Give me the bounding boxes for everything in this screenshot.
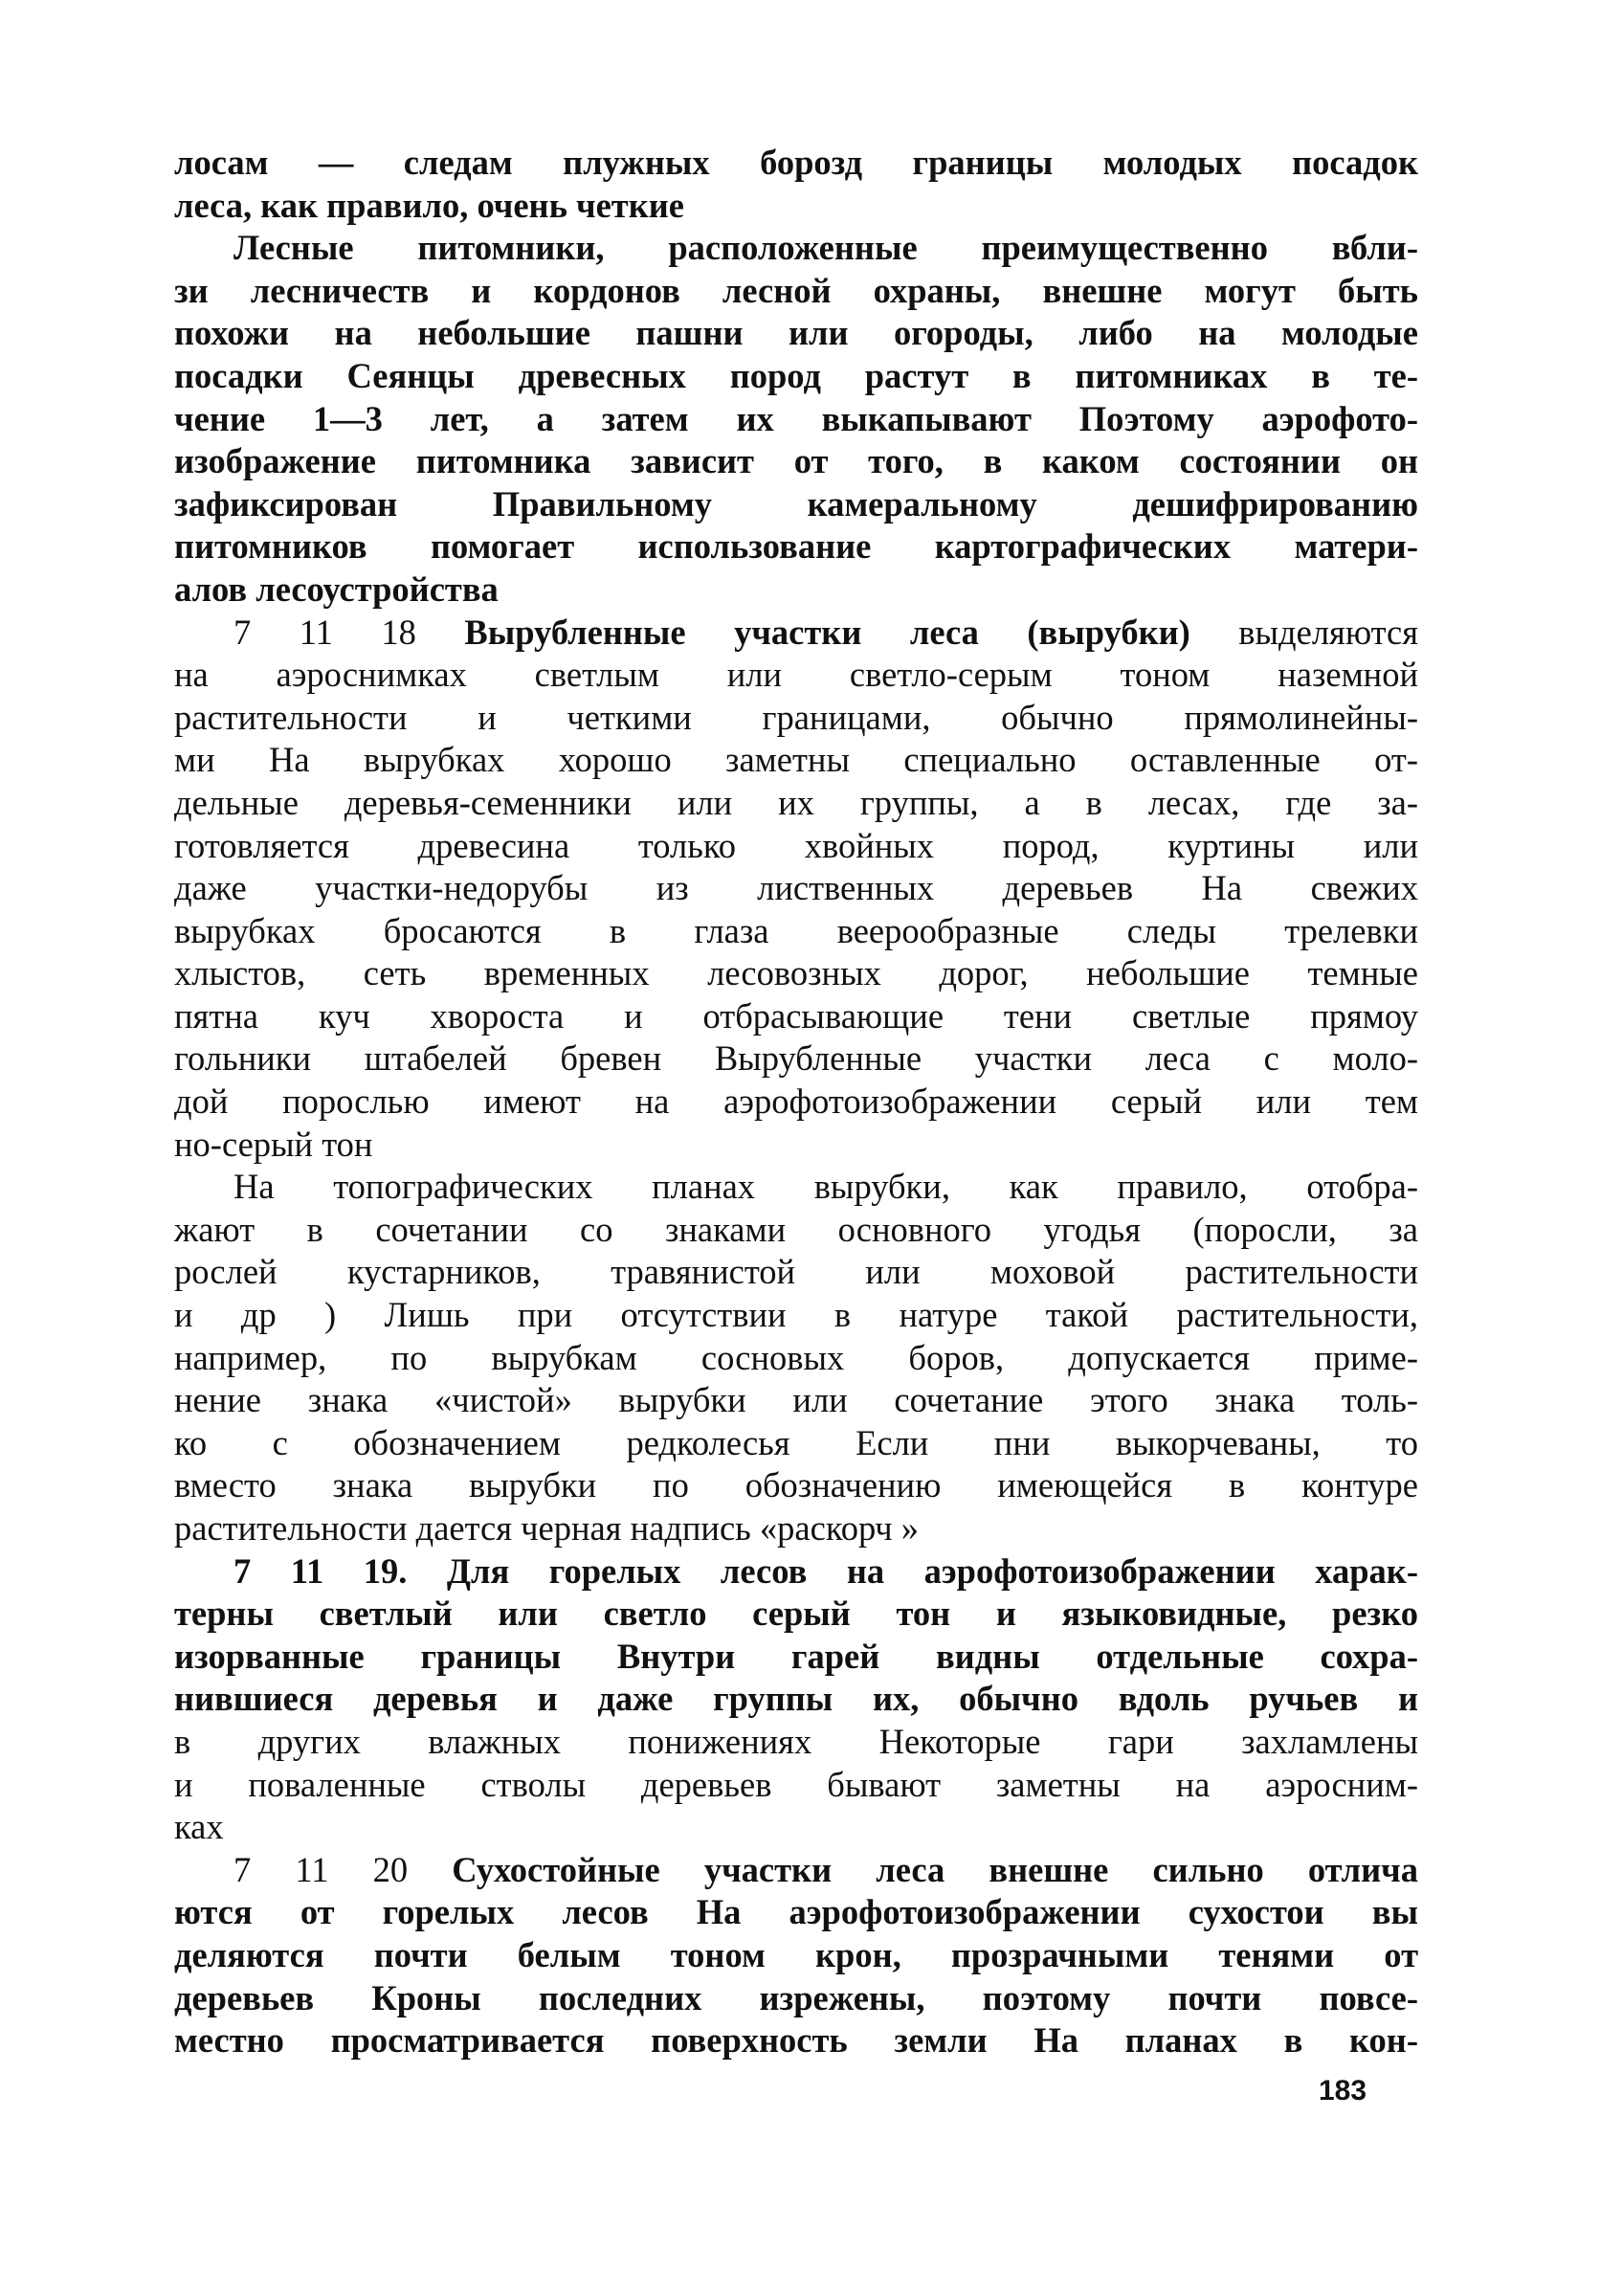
text-line: гольники штабелей бревен Вырубленные участки леса с моло- — [174, 1038, 1418, 1079]
section-number: 7 11 18 — [233, 612, 416, 652]
text-line: алов лесоустройства — [174, 568, 499, 609]
section-7-11-20 — [174, 1849, 1418, 2062]
text-line: жают в сочетании со знаками основного угодья (поросли, за — [174, 1209, 1418, 1249]
paragraph-1 — [174, 142, 1418, 227]
text-line: растительности и четкими границами, обычно прямолинейны- — [174, 697, 1418, 737]
text-line: деляются почти белым тоном крон, прозрачными тенями от — [174, 1934, 1418, 1974]
text-line: ются от горелых лесов На аэрофотоизображении сухостои вы — [174, 1892, 1418, 1932]
text-line: дельные деревья-семенники или их группы, а в лесах, где за- — [174, 782, 1418, 822]
text-line: растительности дается черная надпись «раскорч » — [174, 1508, 920, 1548]
text-line: терны светлый или светло серый тон и языковидные, резко — [174, 1594, 1418, 1634]
text-line: Лесные питомники, расположенные преимущественно вбли- — [233, 228, 1418, 268]
page-number: 183 — [1319, 2075, 1367, 2107]
text-line: деревьев Кроны последних изрежены, поэтому почти повсе- — [174, 1977, 1418, 2017]
text-line: ках — [174, 1807, 224, 1847]
text-line: зафиксирован Правильному камеральному дешифрированию — [174, 483, 1418, 524]
text-line: чение 1—3 лет, а затем их выкапывают Поэтому аэрофото- — [174, 398, 1418, 438]
text-line: вырубках бросаются в глаза веерообразные следы трелевки — [174, 910, 1418, 950]
section-number: 7 11 20 — [233, 1849, 409, 1889]
section-lead-text: на аэрофотоизображении харак- — [846, 1550, 1418, 1591]
text-line: изорванные границы Внутри гарей видны отдельные сохра- — [174, 1636, 1418, 1676]
text-line: изображение питомника зависит от того, в каком состоянии он — [174, 441, 1418, 481]
text-line: рослей кустарников, травянистой или моховой растительности — [174, 1252, 1418, 1292]
text-line: пятна куч хвороста и отбрасывающие тени светлые прямоу — [174, 995, 1418, 1036]
text-line: вместо знака вырубки по обозначению имеющейся в контуре — [174, 1465, 1418, 1505]
text-line: зи лесничеств и кордонов лесной охраны, внешне могут быть — [174, 270, 1418, 310]
text-line: хлыстов, сеть временных лесовозных дорог, небольшие темные — [174, 953, 1418, 993]
text-line — [174, 1849, 1418, 1892]
text-line: похожи на небольшие пашни или огороды, либо на молодые — [174, 313, 1418, 353]
section-7-11-18 — [174, 612, 1418, 1167]
text-line: но-серый тон — [174, 1124, 373, 1164]
paragraph-2 — [174, 227, 1418, 611]
text-line: нение знака «чистой» вырубки или сочетание этого знака толь- — [174, 1380, 1418, 1420]
text-line — [174, 1550, 1418, 1594]
section-lead-text: внешне сильно отлича — [989, 1849, 1419, 1889]
section-heading: Вырубленные участки леса (вырубки) — [464, 612, 1190, 652]
text-line: в других влажных понижениях Некоторые гари захламлены — [174, 1721, 1418, 1761]
text-line: и др ) Лишь при отсутствии в натуре такой растительности, — [174, 1295, 1418, 1335]
text-line: например, по вырубкам сосновых боров, допускается приме- — [174, 1337, 1418, 1377]
page-text — [174, 142, 1418, 2062]
text-line: даже участки-недорубы из лиственных деревьев На свежих — [174, 868, 1418, 908]
text-line: и поваленные стволы деревьев бывают заметны на аэросним- — [174, 1764, 1418, 1804]
text-line — [174, 612, 1418, 655]
text-line: готовляется древесина только хвойных пород, куртины или — [174, 825, 1418, 865]
paragraph-topographic-plans — [174, 1166, 1418, 1549]
text-line: местно просматривается поверхность земли На планах в кон- — [174, 2020, 1418, 2061]
text-line: нившиеся деревья и даже группы их, обычно вдоль ручьев и — [174, 1679, 1418, 1719]
section-heading: Для горелых лесов — [446, 1550, 808, 1591]
text-line: посадки Сеянцы древесных пород растут в питомниках в те- — [174, 355, 1418, 395]
text-line: питомников помогает использование картографических матери- — [174, 526, 1418, 567]
text-line: ми На вырубках хорошо заметны специально оставленные от- — [174, 740, 1418, 780]
text-line: на аэроснимках светлым или светло-серым тоном наземной — [174, 655, 1418, 695]
text-line: леса, как правило, очень четкие — [174, 185, 684, 225]
section-lead-text: выделяются — [1238, 612, 1419, 652]
text-line: ко с обозначением редколесья Если пни выкорчеваны, то — [174, 1422, 1418, 1462]
text-line: лосам — следам плужных борозд границы молодых посадок — [174, 143, 1418, 182]
text-line: На топографических планах вырубки, как правило, отобра- — [233, 1167, 1418, 1207]
section-heading: Сухостойные участки леса — [452, 1849, 945, 1889]
section-number: 7 11 19. — [233, 1550, 408, 1591]
section-7-11-19 — [174, 1550, 1418, 1849]
text-line: дой порослью имеют на аэрофотоизображении серый или тем — [174, 1081, 1418, 1122]
